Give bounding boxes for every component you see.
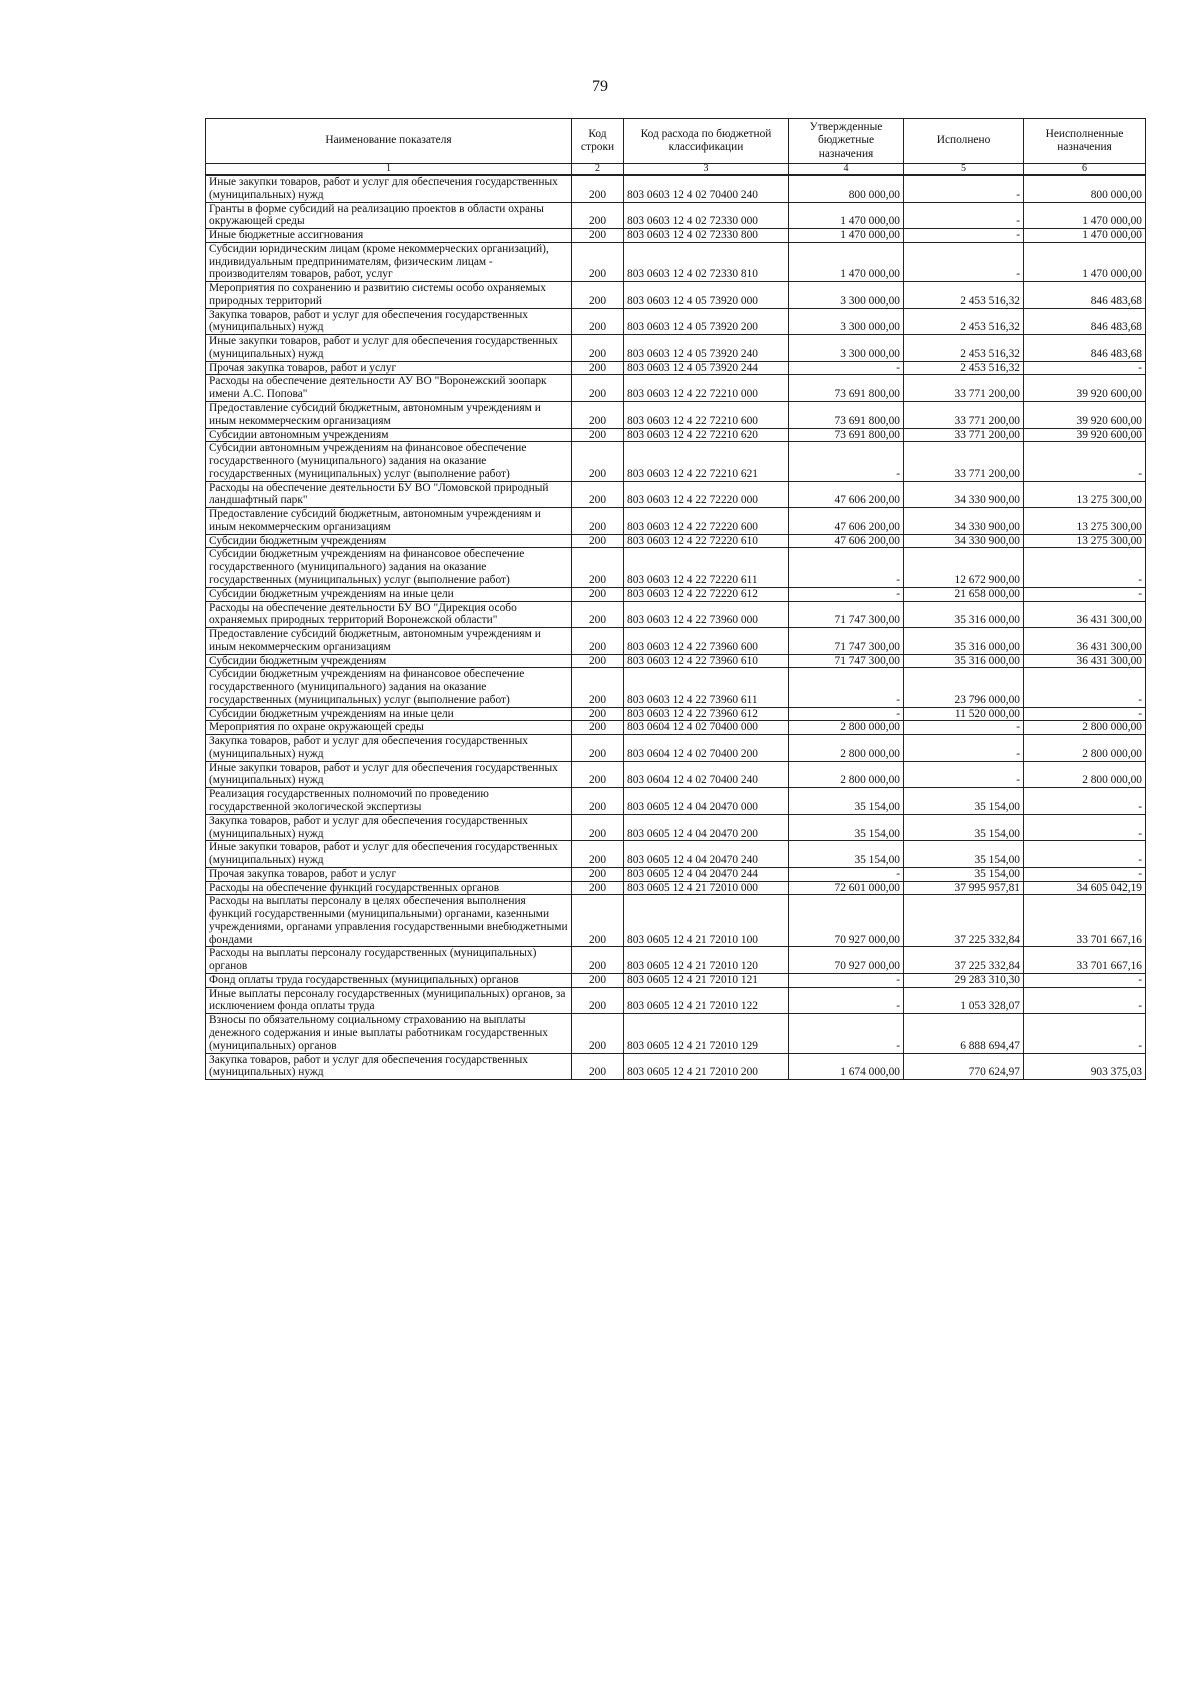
row-name: Гранты в форме субсидий на реализацию проектов в области охраны окружающей среды bbox=[206, 202, 572, 229]
row-executed: 1 053 328,07 bbox=[904, 987, 1024, 1014]
row-classification: 803 0603 12 4 02 72330 810 bbox=[624, 242, 789, 281]
row-approved: 71 747 300,00 bbox=[789, 628, 904, 655]
table-row bbox=[206, 481, 1146, 508]
row-name: Субсидии автономным учреждениям bbox=[206, 428, 572, 442]
row-executed: 37 225 332,84 bbox=[904, 895, 1024, 947]
row-name: Расходы на обеспечение функций государственных органов bbox=[206, 881, 572, 895]
row-classification: 803 0605 12 4 21 72010 121 bbox=[624, 973, 789, 987]
row-unexecuted: 13 275 300,00 bbox=[1024, 508, 1146, 535]
table-row bbox=[206, 534, 1146, 548]
row-classification: 803 0603 12 4 05 73920 244 bbox=[624, 361, 789, 375]
row-approved: 73 691 800,00 bbox=[789, 375, 904, 402]
row-name: Иные закупки товаров, работ и услуг для обеспечения государственных (муниципальных) нужд bbox=[206, 175, 572, 202]
row-code: 200 bbox=[572, 508, 624, 535]
row-unexecuted: 903 375,03 bbox=[1024, 1053, 1146, 1080]
row-unexecuted: 39 920 600,00 bbox=[1024, 375, 1146, 402]
table-row bbox=[206, 375, 1146, 402]
table-row bbox=[206, 548, 1146, 587]
row-approved: 1 470 000,00 bbox=[789, 202, 904, 229]
header-row-code: Код строки bbox=[572, 119, 624, 164]
row-code: 200 bbox=[572, 761, 624, 788]
row-approved: 1 470 000,00 bbox=[789, 242, 904, 281]
table-row bbox=[206, 814, 1146, 841]
row-classification: 803 0605 12 4 21 72010 000 bbox=[624, 881, 789, 895]
row-classification: 803 0603 12 4 02 70400 240 bbox=[624, 175, 789, 202]
header-executed: Исполнено bbox=[904, 119, 1024, 164]
row-unexecuted: 39 920 600,00 bbox=[1024, 402, 1146, 429]
row-name: Прочая закупка товаров, работ и услуг bbox=[206, 867, 572, 881]
row-executed: 37 995 957,81 bbox=[904, 881, 1024, 895]
table-row bbox=[206, 788, 1146, 815]
row-code: 200 bbox=[572, 202, 624, 229]
row-name: Расходы на обеспечение деятельности БУ ВО "Дирекция особо охраняемых природных территорий Воронежской области" bbox=[206, 601, 572, 628]
row-classification: 803 0603 12 4 05 73920 000 bbox=[624, 282, 789, 309]
row-name: Субсидии бюджетным учреждениям bbox=[206, 654, 572, 668]
table-row bbox=[206, 587, 1146, 601]
row-approved: 70 927 000,00 bbox=[789, 947, 904, 974]
row-unexecuted: 1 470 000,00 bbox=[1024, 229, 1146, 243]
row-name: Субсидии бюджетным учреждениям bbox=[206, 534, 572, 548]
row-approved: 1 674 000,00 bbox=[789, 1053, 904, 1080]
table-row bbox=[206, 508, 1146, 535]
row-code: 200 bbox=[572, 402, 624, 429]
row-approved: - bbox=[789, 668, 904, 707]
row-code: 200 bbox=[572, 654, 624, 668]
row-unexecuted: 2 800 000,00 bbox=[1024, 735, 1146, 762]
row-name: Субсидии юридическим лицам (кроме некоммерческих организаций), индивидуальным предпринимателям, физическим лицам - производителям товаров, работ, услуг bbox=[206, 242, 572, 281]
row-name: Закупка товаров, работ и услуг для обеспечения государственных (муниципальных) нужд bbox=[206, 308, 572, 335]
row-unexecuted: - bbox=[1024, 788, 1146, 815]
table-row bbox=[206, 881, 1146, 895]
row-executed: 33 771 200,00 bbox=[904, 375, 1024, 402]
row-name: Мероприятия по охране окружающей среды bbox=[206, 721, 572, 735]
header-num-6: 6 bbox=[1024, 164, 1146, 176]
budget-execution-table bbox=[205, 118, 1146, 1080]
row-code: 200 bbox=[572, 282, 624, 309]
row-executed: - bbox=[904, 242, 1024, 281]
row-executed: 35 154,00 bbox=[904, 788, 1024, 815]
table-row bbox=[206, 282, 1146, 309]
row-name: Взносы по обязательному социальному страхованию на выплаты денежного содержания и иные выплаты работникам государственных (муниципальных) органов bbox=[206, 1014, 572, 1053]
row-unexecuted: 846 483,68 bbox=[1024, 335, 1146, 362]
row-executed: 34 330 900,00 bbox=[904, 508, 1024, 535]
page-number: 79 bbox=[592, 78, 608, 95]
row-approved: 72 601 000,00 bbox=[789, 881, 904, 895]
row-name: Иные закупки товаров, работ и услуг для обеспечения государственных (муниципальных) нужд bbox=[206, 841, 572, 868]
table-row bbox=[206, 668, 1146, 707]
header-num-3: 3 bbox=[624, 164, 789, 176]
row-unexecuted: 39 920 600,00 bbox=[1024, 428, 1146, 442]
row-executed: 12 672 900,00 bbox=[904, 548, 1024, 587]
row-unexecuted: 2 800 000,00 bbox=[1024, 761, 1146, 788]
row-code: 200 bbox=[572, 668, 624, 707]
row-executed: 34 330 900,00 bbox=[904, 481, 1024, 508]
header-num-2: 2 bbox=[572, 164, 624, 176]
row-name: Расходы на обеспечение деятельности АУ ВО "Воронежский зоопарк имени А.С. Попова" bbox=[206, 375, 572, 402]
row-classification: 803 0603 12 4 22 72220 600 bbox=[624, 508, 789, 535]
row-approved: 2 800 000,00 bbox=[789, 761, 904, 788]
row-unexecuted: - bbox=[1024, 867, 1146, 881]
row-approved: - bbox=[789, 587, 904, 601]
row-name: Иные бюджетные ассигнования bbox=[206, 229, 572, 243]
table-row bbox=[206, 308, 1146, 335]
row-code: 200 bbox=[572, 361, 624, 375]
row-code: 200 bbox=[572, 175, 624, 202]
row-unexecuted: - bbox=[1024, 973, 1146, 987]
row-code: 200 bbox=[572, 428, 624, 442]
row-code: 200 bbox=[572, 973, 624, 987]
row-classification: 803 0603 12 4 22 72220 610 bbox=[624, 534, 789, 548]
row-approved: - bbox=[789, 1014, 904, 1053]
row-classification: 803 0605 12 4 04 20470 244 bbox=[624, 867, 789, 881]
row-approved: - bbox=[789, 548, 904, 587]
row-name: Фонд оплаты труда государственных (муниципальных) органов bbox=[206, 973, 572, 987]
row-classification: 803 0605 12 4 21 72010 100 bbox=[624, 895, 789, 947]
row-name: Субсидии бюджетным учреждениям на финансовое обеспечение государственного (муниципального) задания на оказание государственных (муниципальных) услуг (выполнение работ) bbox=[206, 668, 572, 707]
row-executed: 11 520 000,00 bbox=[904, 707, 1024, 721]
table-row bbox=[206, 987, 1146, 1014]
row-approved: 2 800 000,00 bbox=[789, 721, 904, 735]
table-row bbox=[206, 867, 1146, 881]
row-unexecuted: 33 701 667,16 bbox=[1024, 947, 1146, 974]
row-code: 200 bbox=[572, 548, 624, 587]
row-code: 200 bbox=[572, 788, 624, 815]
row-classification: 803 0603 12 4 22 73960 610 bbox=[624, 654, 789, 668]
row-approved: 73 691 800,00 bbox=[789, 428, 904, 442]
row-name: Иные выплаты персоналу государственных (муниципальных) органов, за исключением фонда оплаты труда bbox=[206, 987, 572, 1014]
row-approved: 73 691 800,00 bbox=[789, 402, 904, 429]
row-unexecuted: - bbox=[1024, 707, 1146, 721]
table-row bbox=[206, 973, 1146, 987]
row-executed: 35 154,00 bbox=[904, 841, 1024, 868]
row-unexecuted: 13 275 300,00 bbox=[1024, 534, 1146, 548]
row-executed: 770 624,97 bbox=[904, 1053, 1024, 1080]
row-name: Закупка товаров, работ и услуг для обеспечения государственных (муниципальных) нужд bbox=[206, 1053, 572, 1080]
table-row bbox=[206, 361, 1146, 375]
row-classification: 803 0603 12 4 02 72330 800 bbox=[624, 229, 789, 243]
row-unexecuted: - bbox=[1024, 587, 1146, 601]
row-approved: - bbox=[789, 973, 904, 987]
row-code: 200 bbox=[572, 987, 624, 1014]
row-executed: 33 771 200,00 bbox=[904, 402, 1024, 429]
row-executed: 37 225 332,84 bbox=[904, 947, 1024, 974]
row-unexecuted: 36 431 300,00 bbox=[1024, 601, 1146, 628]
row-classification: 803 0603 12 4 22 73960 600 bbox=[624, 628, 789, 655]
row-unexecuted: - bbox=[1024, 987, 1146, 1014]
row-code: 200 bbox=[572, 442, 624, 481]
row-unexecuted: 1 470 000,00 bbox=[1024, 202, 1146, 229]
row-unexecuted: - bbox=[1024, 1014, 1146, 1053]
table-row bbox=[206, 335, 1146, 362]
header-name: Наименование показателя bbox=[206, 119, 572, 164]
table-row bbox=[206, 707, 1146, 721]
row-approved: 71 747 300,00 bbox=[789, 601, 904, 628]
row-unexecuted: - bbox=[1024, 442, 1146, 481]
row-approved: 3 300 000,00 bbox=[789, 282, 904, 309]
row-name: Субсидии автономным учреждениям на финансовое обеспечение государственного (муниципального) задания на оказание государственных (муниципальных) услуг (выполнение работ) bbox=[206, 442, 572, 481]
row-unexecuted: 36 431 300,00 bbox=[1024, 628, 1146, 655]
row-classification: 803 0603 12 4 22 72210 620 bbox=[624, 428, 789, 442]
row-approved: 47 606 200,00 bbox=[789, 481, 904, 508]
row-code: 200 bbox=[572, 335, 624, 362]
row-unexecuted: - bbox=[1024, 668, 1146, 707]
row-classification: 803 0604 12 4 02 70400 240 bbox=[624, 761, 789, 788]
row-classification: 803 0603 12 4 02 72330 000 bbox=[624, 202, 789, 229]
table-body bbox=[206, 175, 1146, 1080]
row-code: 200 bbox=[572, 841, 624, 868]
header-num-4: 4 bbox=[789, 164, 904, 176]
row-approved: 2 800 000,00 bbox=[789, 735, 904, 762]
header-num-1: 1 bbox=[206, 164, 572, 176]
row-approved: - bbox=[789, 867, 904, 881]
row-executed: 33 771 200,00 bbox=[904, 442, 1024, 481]
row-approved: 35 154,00 bbox=[789, 814, 904, 841]
header-classification: Код расхода по бюджетной классификации bbox=[624, 119, 789, 164]
row-name: Закупка товаров, работ и услуг для обеспечения государственных (муниципальных) нужд bbox=[206, 814, 572, 841]
row-code: 200 bbox=[572, 947, 624, 974]
row-code: 200 bbox=[572, 481, 624, 508]
row-name: Мероприятия по сохранению и развитию системы особо охраняемых природных территорий bbox=[206, 282, 572, 309]
row-classification: 803 0603 12 4 22 72210 621 bbox=[624, 442, 789, 481]
row-code: 200 bbox=[572, 601, 624, 628]
row-classification: 803 0603 12 4 22 72220 000 bbox=[624, 481, 789, 508]
row-executed: 35 154,00 bbox=[904, 867, 1024, 881]
row-code: 200 bbox=[572, 895, 624, 947]
row-executed: 23 796 000,00 bbox=[904, 668, 1024, 707]
row-classification: 803 0605 12 4 21 72010 120 bbox=[624, 947, 789, 974]
row-classification: 803 0605 12 4 21 72010 129 bbox=[624, 1014, 789, 1053]
row-code: 200 bbox=[572, 721, 624, 735]
row-classification: 803 0604 12 4 02 70400 000 bbox=[624, 721, 789, 735]
row-approved: 47 606 200,00 bbox=[789, 508, 904, 535]
row-unexecuted: 1 470 000,00 bbox=[1024, 242, 1146, 281]
row-name: Закупка товаров, работ и услуг для обеспечения государственных (муниципальных) нужд bbox=[206, 735, 572, 762]
row-classification: 803 0605 12 4 04 20470 000 bbox=[624, 788, 789, 815]
row-approved: 47 606 200,00 bbox=[789, 534, 904, 548]
row-approved: 35 154,00 bbox=[789, 841, 904, 868]
row-unexecuted: 36 431 300,00 bbox=[1024, 654, 1146, 668]
row-classification: 803 0603 12 4 22 73960 000 bbox=[624, 601, 789, 628]
table-row bbox=[206, 721, 1146, 735]
table-row bbox=[206, 601, 1146, 628]
row-classification: 803 0605 12 4 04 20470 240 bbox=[624, 841, 789, 868]
header-approved: Утвержденные бюджетные назначения bbox=[789, 119, 904, 164]
row-classification: 803 0605 12 4 21 72010 200 bbox=[624, 1053, 789, 1080]
row-executed: 29 283 310,30 bbox=[904, 973, 1024, 987]
row-name: Субсидии бюджетным учреждениям на иные цели bbox=[206, 587, 572, 601]
row-unexecuted: - bbox=[1024, 814, 1146, 841]
table-row bbox=[206, 175, 1146, 202]
row-code: 200 bbox=[572, 375, 624, 402]
row-classification: 803 0603 12 4 22 72220 611 bbox=[624, 548, 789, 587]
row-unexecuted: 800 000,00 bbox=[1024, 175, 1146, 202]
row-code: 200 bbox=[572, 229, 624, 243]
row-executed: - bbox=[904, 202, 1024, 229]
header-num-5: 5 bbox=[904, 164, 1024, 176]
row-approved: 3 300 000,00 bbox=[789, 308, 904, 335]
row-executed: - bbox=[904, 175, 1024, 202]
row-code: 200 bbox=[572, 707, 624, 721]
table-row bbox=[206, 1053, 1146, 1080]
row-approved: 71 747 300,00 bbox=[789, 654, 904, 668]
table-row bbox=[206, 428, 1146, 442]
row-executed: 2 453 516,32 bbox=[904, 282, 1024, 309]
table-row bbox=[206, 1014, 1146, 1053]
row-code: 200 bbox=[572, 814, 624, 841]
row-executed: 35 316 000,00 bbox=[904, 654, 1024, 668]
table-row bbox=[206, 947, 1146, 974]
row-executed: 33 771 200,00 bbox=[904, 428, 1024, 442]
header-unexecuted: Неисполненные назначения bbox=[1024, 119, 1146, 164]
row-executed: 2 453 516,32 bbox=[904, 335, 1024, 362]
row-name: Прочая закупка товаров, работ и услуг bbox=[206, 361, 572, 375]
row-code: 200 bbox=[572, 1014, 624, 1053]
row-executed: 35 316 000,00 bbox=[904, 601, 1024, 628]
row-name: Предоставление субсидий бюджетным, автономным учреждениям и иным некоммерческим организациям bbox=[206, 628, 572, 655]
row-classification: 803 0603 12 4 22 72210 600 bbox=[624, 402, 789, 429]
row-code: 200 bbox=[572, 534, 624, 548]
row-unexecuted: - bbox=[1024, 361, 1146, 375]
table-row bbox=[206, 735, 1146, 762]
row-approved: 35 154,00 bbox=[789, 788, 904, 815]
row-classification: 803 0605 12 4 04 20470 200 bbox=[624, 814, 789, 841]
row-unexecuted: - bbox=[1024, 548, 1146, 587]
row-classification: 803 0603 12 4 22 72210 000 bbox=[624, 375, 789, 402]
table-row bbox=[206, 761, 1146, 788]
row-approved: - bbox=[789, 442, 904, 481]
row-code: 200 bbox=[572, 587, 624, 601]
row-name: Иные закупки товаров, работ и услуг для обеспечения государственных (муниципальных) нужд bbox=[206, 335, 572, 362]
table-row bbox=[206, 242, 1146, 281]
row-classification: 803 0603 12 4 22 73960 612 bbox=[624, 707, 789, 721]
row-executed: - bbox=[904, 735, 1024, 762]
row-name: Расходы на выплаты персоналу государственных (муниципальных) органов bbox=[206, 947, 572, 974]
row-name: Предоставление субсидий бюджетным, автономным учреждениям и иным некоммерческим организациям bbox=[206, 508, 572, 535]
row-executed: 35 154,00 bbox=[904, 814, 1024, 841]
row-name: Реализация государственных полномочий по проведению государственной экологической экспертизы bbox=[206, 788, 572, 815]
table-row bbox=[206, 442, 1146, 481]
row-executed: 21 658 000,00 bbox=[904, 587, 1024, 601]
row-classification: 803 0603 12 4 05 73920 240 bbox=[624, 335, 789, 362]
row-executed: 35 316 000,00 bbox=[904, 628, 1024, 655]
row-code: 200 bbox=[572, 308, 624, 335]
row-classification: 803 0603 12 4 22 73960 611 bbox=[624, 668, 789, 707]
row-code: 200 bbox=[572, 881, 624, 895]
table-row bbox=[206, 895, 1146, 947]
row-name: Расходы на выплаты персоналу в целях обеспечения выполнения функций государственными (муниципальными) органами, казенными учреждениями, органами управления государственными внебюджетными фондами bbox=[206, 895, 572, 947]
row-code: 200 bbox=[572, 1053, 624, 1080]
row-executed: 6 888 694,47 bbox=[904, 1014, 1024, 1053]
row-executed: - bbox=[904, 229, 1024, 243]
row-classification: 803 0603 12 4 05 73920 200 bbox=[624, 308, 789, 335]
table-header bbox=[206, 119, 1146, 176]
row-executed: 2 453 516,32 bbox=[904, 308, 1024, 335]
row-approved: - bbox=[789, 707, 904, 721]
row-name: Субсидии бюджетным учреждениям на финансовое обеспечение государственного (муниципального) задания на оказание государственных (муниципальных) услуг (выполнение работ) bbox=[206, 548, 572, 587]
row-approved: 1 470 000,00 bbox=[789, 229, 904, 243]
table-row bbox=[206, 229, 1146, 243]
row-executed: 2 453 516,32 bbox=[904, 361, 1024, 375]
row-code: 200 bbox=[572, 628, 624, 655]
row-name: Иные закупки товаров, работ и услуг для обеспечения государственных (муниципальных) нужд bbox=[206, 761, 572, 788]
row-name: Субсидии бюджетным учреждениям на иные цели bbox=[206, 707, 572, 721]
row-code: 200 bbox=[572, 242, 624, 281]
row-unexecuted: 13 275 300,00 bbox=[1024, 481, 1146, 508]
row-approved: 70 927 000,00 bbox=[789, 895, 904, 947]
row-classification: 803 0603 12 4 22 72220 612 bbox=[624, 587, 789, 601]
table-row bbox=[206, 628, 1146, 655]
row-approved: - bbox=[789, 987, 904, 1014]
table-row bbox=[206, 841, 1146, 868]
table-row bbox=[206, 202, 1146, 229]
row-unexecuted: 33 701 667,16 bbox=[1024, 895, 1146, 947]
row-executed: - bbox=[904, 721, 1024, 735]
row-unexecuted: - bbox=[1024, 841, 1146, 868]
row-unexecuted: 846 483,68 bbox=[1024, 308, 1146, 335]
row-code: 200 bbox=[572, 735, 624, 762]
row-executed: - bbox=[904, 761, 1024, 788]
row-approved: - bbox=[789, 361, 904, 375]
table-row bbox=[206, 402, 1146, 429]
row-unexecuted: 846 483,68 bbox=[1024, 282, 1146, 309]
row-approved: 800 000,00 bbox=[789, 175, 904, 202]
row-code: 200 bbox=[572, 867, 624, 881]
table-row bbox=[206, 654, 1146, 668]
row-unexecuted: 34 605 042,19 bbox=[1024, 881, 1146, 895]
row-unexecuted: 2 800 000,00 bbox=[1024, 721, 1146, 735]
row-name: Расходы на обеспечение деятельности БУ ВО "Ломовской природный ландшафтный парк" bbox=[206, 481, 572, 508]
row-name: Предоставление субсидий бюджетным, автономным учреждениям и иным некоммерческим организациям bbox=[206, 402, 572, 429]
row-approved: 3 300 000,00 bbox=[789, 335, 904, 362]
row-classification: 803 0605 12 4 21 72010 122 bbox=[624, 987, 789, 1014]
row-classification: 803 0604 12 4 02 70400 200 bbox=[624, 735, 789, 762]
row-executed: 34 330 900,00 bbox=[904, 534, 1024, 548]
